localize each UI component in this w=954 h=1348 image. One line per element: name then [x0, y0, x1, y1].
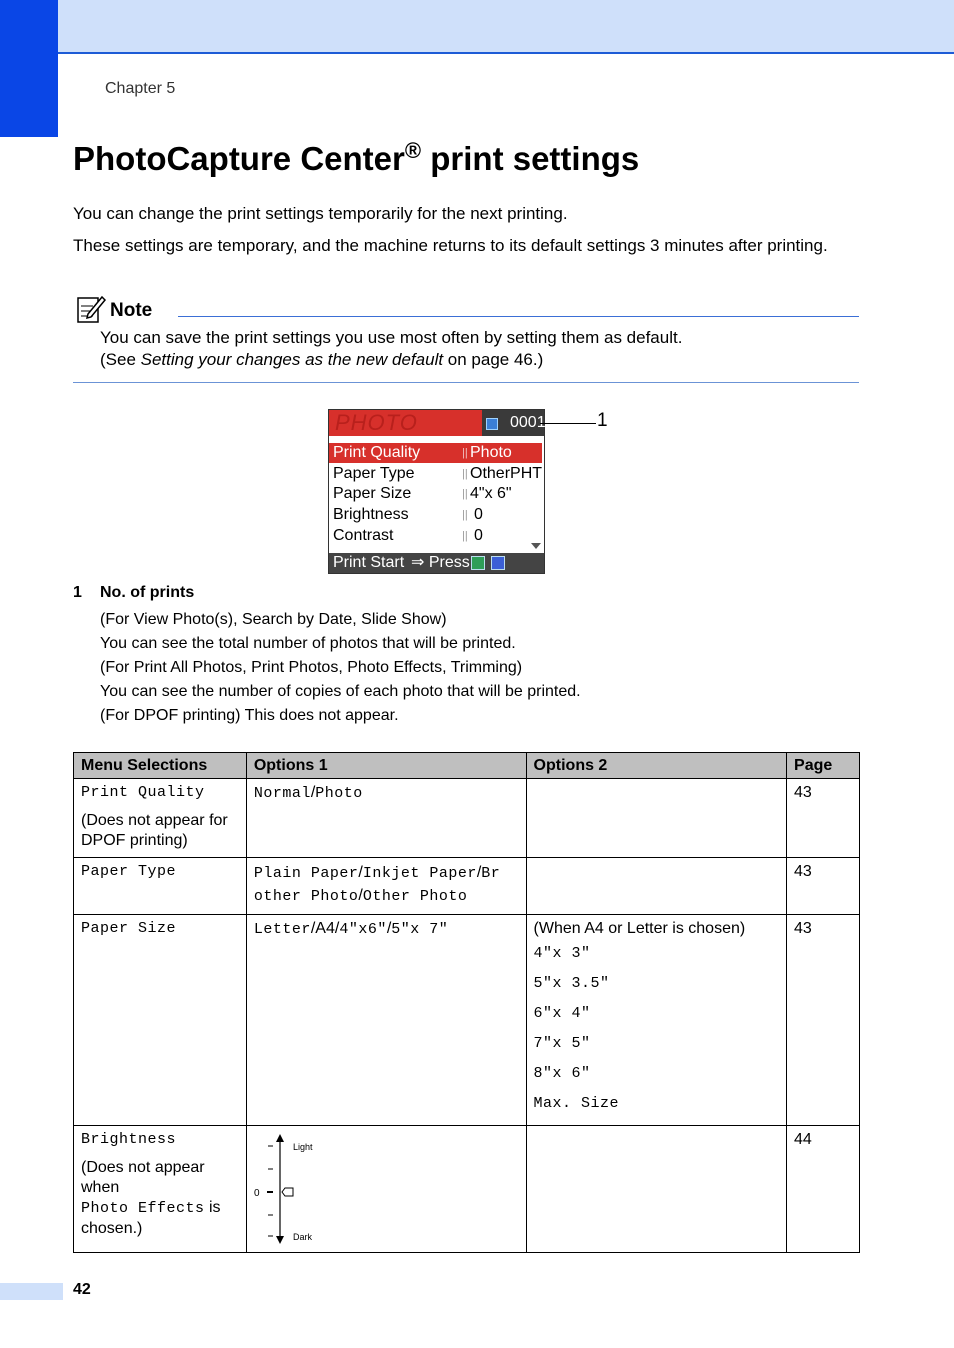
list-item: 7"x 5" [533, 1035, 591, 1052]
menu-cell: Print Quality (Does not appear for DPOF printing) [74, 779, 247, 858]
table-row [74, 915, 860, 1126]
footer-band [0, 1283, 63, 1300]
lcd-mode-label: PHOTO [335, 410, 418, 435]
scale-light-label: Light [292, 1142, 313, 1152]
page-cell: 43 [787, 915, 860, 1126]
table-row [74, 858, 860, 915]
note-link[interactable]: Setting your changes as the new default [140, 350, 444, 369]
color-start-key-icon [471, 556, 485, 570]
note-rule [178, 316, 859, 317]
page-cell: 44 [787, 1126, 860, 1253]
options1-cell: Plain Paper/Inkjet Paper/Br other Photo/Other Photo [246, 858, 526, 915]
page-title: PhotoCapture Center® print settings [73, 138, 640, 177]
legend-lines [100, 608, 581, 728]
settings-table [73, 752, 860, 1253]
options2-cell [526, 1126, 786, 1253]
page-number: 42 [73, 1281, 91, 1298]
lcd-print-count: 0001 [510, 414, 546, 431]
note-pencil-icon [76, 294, 106, 324]
note-text: You can save the print settings you use most often by setting them as default. (See Setting your changes as the new default on page 46.) [100, 328, 683, 369]
lcd-row-contrast[interactable]: Contrast || 0 [333, 527, 483, 544]
note-label: Note [110, 300, 153, 321]
lcd-row-brightness[interactable]: Brightness || 0 [333, 506, 483, 523]
options1-cell: Letter/A4/4"x6"/5"x 7" [246, 915, 526, 1126]
lcd-row-paper-size[interactable]: Paper Size || 4"x 6" [333, 485, 512, 502]
legend-number: 1 [73, 584, 82, 601]
table-row [74, 779, 860, 858]
col-header-page: Page [787, 753, 860, 779]
header-band [0, 0, 954, 54]
scale-zero-label: 0 [253, 1188, 260, 1199]
print-start-label: Print Start [333, 554, 405, 571]
print-icon [486, 418, 498, 430]
legend-line: (For DPOF printing) This does not appear. [100, 707, 399, 724]
options2-cell [526, 858, 786, 915]
menu-cell: Paper Type [74, 858, 247, 915]
scale-dark-label: Dark [292, 1232, 312, 1242]
table-row [74, 1126, 860, 1253]
menu-cell: Paper Size [74, 915, 247, 1126]
lcd-row-paper-type[interactable]: Paper Type || OtherPHT [333, 465, 543, 482]
legend-line: You can see the total number of photos that will be printed. [100, 635, 516, 652]
lcd-header [329, 410, 544, 436]
mono-start-key-icon [491, 556, 505, 570]
col-header-menu: Menu Selections [74, 753, 247, 779]
scroll-down-icon[interactable] [531, 543, 541, 549]
list-item: 8"x 6" [533, 1065, 591, 1082]
chapter-label: Chapter 5 [105, 80, 176, 97]
brightness-scale [247, 1130, 347, 1246]
list-item: 6"x 4" [533, 1005, 591, 1022]
lcd-footer [329, 553, 544, 573]
col-header-options2: Options 2 [526, 753, 786, 779]
intro-paragraph-2: These settings are temporary, and the machine returns to its default settings 3 minutes after printing. [73, 236, 828, 255]
options1-cell: Normal/Photo [246, 779, 526, 858]
options1-cell [246, 1126, 526, 1253]
options2-cell: (When A4 or Letter is chosen) 4"x 3" 5"x 3.5" 6"x 4" 7"x 5" 8"x 6" Max. Size [526, 915, 786, 1126]
legend-line: You can see the number of copies of each photo that will be printed. [100, 683, 581, 700]
options2-cell [526, 779, 786, 858]
list-item: Max. Size [533, 1095, 620, 1112]
list-item: 4"x 3" [533, 945, 591, 962]
legend-title: No. of prints [100, 584, 195, 601]
callout-number: 1 [597, 410, 608, 431]
note-bottom-rule [73, 382, 859, 383]
legend-line: (For Print All Photos, Print Photos, Photo Effects, Trimming) [100, 659, 523, 676]
col-header-options1: Options 1 [246, 753, 526, 779]
lcd-row-print-quality[interactable]: Print Quality || Photo [329, 443, 542, 463]
table-header-row [74, 753, 860, 779]
callout-line [540, 423, 596, 424]
page-cell: 43 [787, 779, 860, 858]
press-label: ⇒ Press [411, 554, 470, 571]
chapter-tab [0, 0, 58, 137]
page-cell: 43 [787, 858, 860, 915]
lcd-screen [328, 409, 545, 574]
menu-cell: Brightness (Does not appear when Photo Effects is chosen.) [74, 1126, 247, 1253]
lcd-counter [482, 410, 544, 436]
list-item: 5"x 3.5" [533, 975, 610, 992]
intro-paragraph-1: You can change the print settings temporarily for the next printing. [73, 204, 568, 223]
legend-line: (For View Photo(s), Search by Date, Slide Show) [100, 611, 447, 628]
